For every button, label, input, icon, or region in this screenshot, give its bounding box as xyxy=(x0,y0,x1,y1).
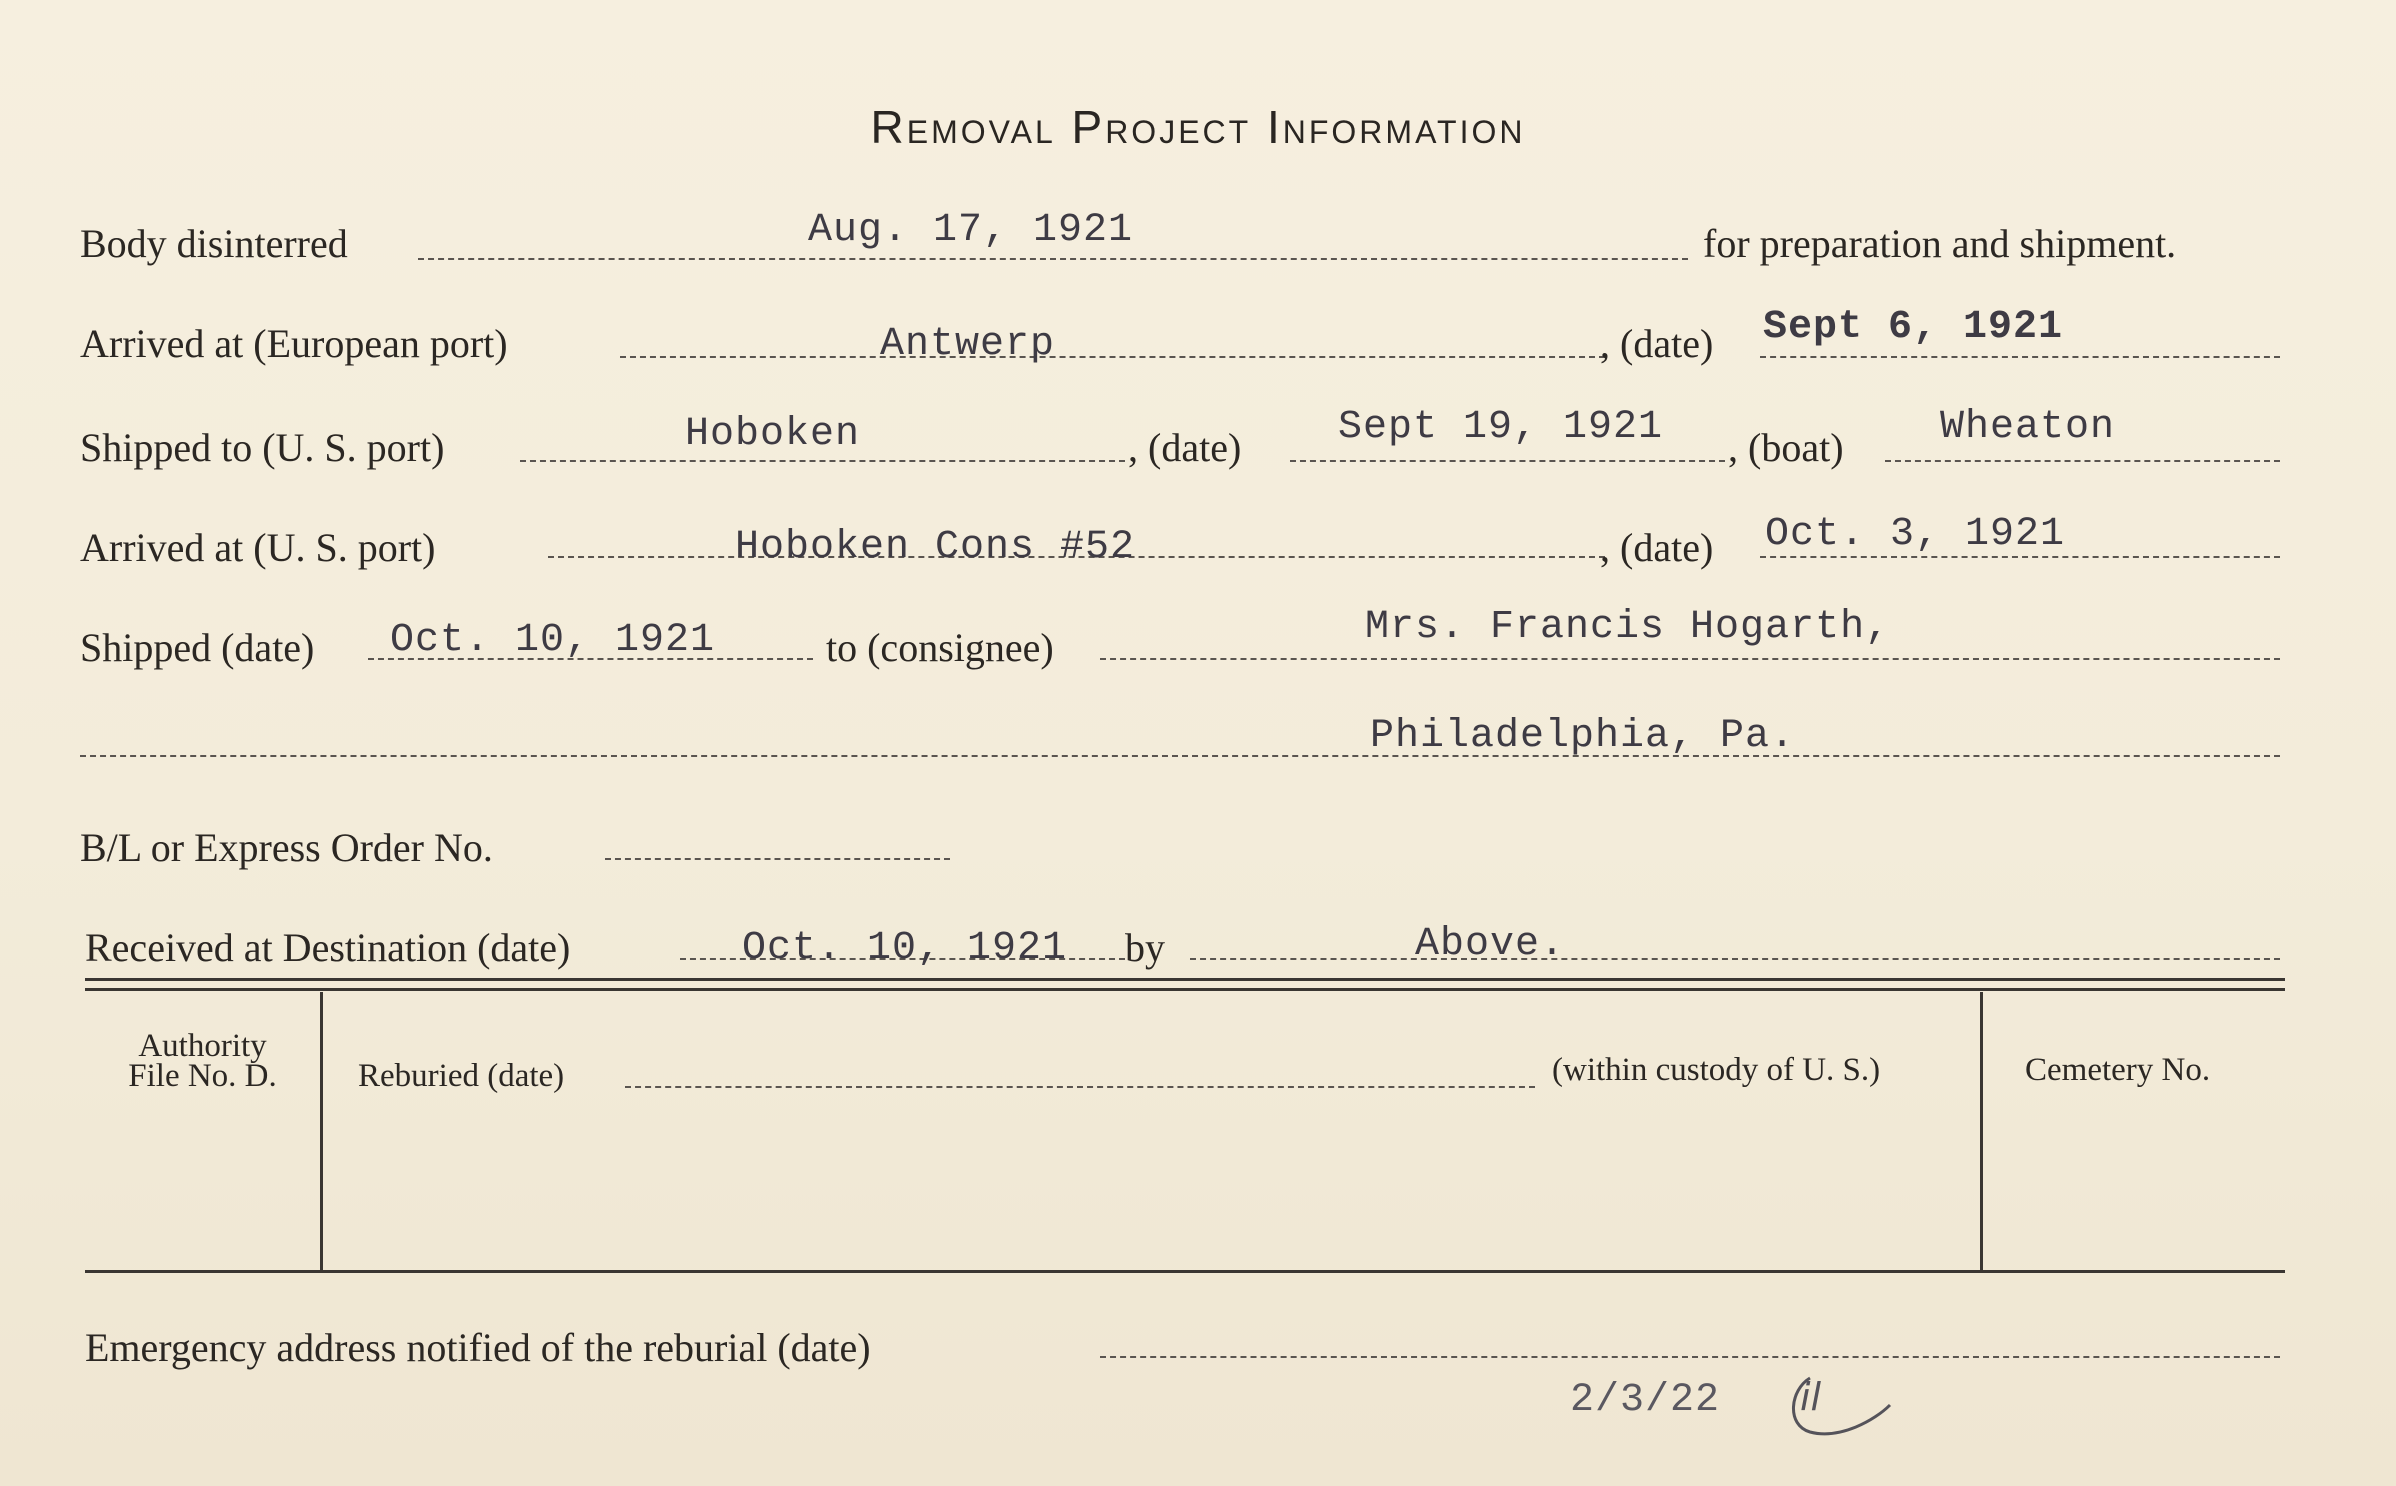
form-title: Removal Project Information xyxy=(870,101,1526,153)
reburied-label: Reburied (date) xyxy=(358,1058,565,1094)
footer-date-note: 2/3/22 xyxy=(1570,1378,1721,1423)
authority-label-1: Authority xyxy=(138,1028,267,1064)
initials-flourish xyxy=(1780,1370,1900,1450)
arrived-us-label: Arrived at (U. S. port) xyxy=(80,525,436,570)
emergency-line xyxy=(1100,1356,2280,1358)
shipped-label: Shipped (date) xyxy=(80,625,315,670)
reburied-line xyxy=(625,1086,1535,1088)
disinterred-suffix: for preparation and shipment. xyxy=(1703,221,2177,266)
arrived-us-date-label: , (date) xyxy=(1600,525,1714,570)
arrived-european-date-label: , (date) xyxy=(1600,321,1714,366)
arrived-european-date: Sept 6, 1921 xyxy=(1763,305,2064,350)
box-top-rule-2 xyxy=(85,988,2285,991)
received-date: Oct. 10, 1921 xyxy=(742,926,1068,971)
arrived-us-value: Hoboken Cons #52 xyxy=(735,525,1136,570)
initials-mark: il xyxy=(1800,1375,1822,1419)
received-by: Above. xyxy=(1415,922,1566,967)
box-bottom-rule xyxy=(85,1270,2285,1273)
received-by-label: by xyxy=(1125,925,1165,970)
consignee-name: Mrs. Francis Hogarth, xyxy=(1365,605,1891,650)
disinterred-line xyxy=(418,258,1688,260)
bl-order-label: B/L or Express Order No. xyxy=(80,825,493,870)
shipped-us-value: Hoboken xyxy=(685,412,861,457)
consignee-label: to (consignee) xyxy=(826,625,1054,670)
address-line xyxy=(80,755,2280,757)
disinterred-value: Aug. 17, 1921 xyxy=(808,208,1134,253)
box-top-rule-1 xyxy=(85,978,2285,981)
shipped-date: Oct. 10, 1921 xyxy=(390,618,716,663)
box-divider-left xyxy=(320,992,323,1270)
arrived-us-date: Oct. 3, 1921 xyxy=(1765,512,2066,557)
authority-label-2: File No. D. xyxy=(128,1058,277,1094)
arrived-european-date-line xyxy=(1760,356,2280,358)
box-divider-right xyxy=(1980,992,1983,1270)
shipped-us-boat: Wheaton xyxy=(1940,405,2116,450)
bl-order-line xyxy=(605,858,950,860)
arrived-european-value: Antwerp xyxy=(880,322,1056,367)
cemetery-label: Cemetery No. xyxy=(2025,1052,2211,1088)
arrived-european-line xyxy=(620,356,1605,358)
shipped-us-line xyxy=(520,460,1125,462)
arrived-european-label: Arrived at (European port) xyxy=(80,321,508,366)
shipped-us-boat-line xyxy=(1885,460,2280,462)
received-label: Received at Destination (date) xyxy=(85,925,571,970)
disinterred-label: Body disinterred xyxy=(80,221,348,266)
shipped-us-date-label: , (date) xyxy=(1128,425,1242,470)
shipped-us-label: Shipped to (U. S. port) xyxy=(80,425,445,470)
emergency-label: Emergency address notified of the reburial (date) xyxy=(85,1325,871,1370)
shipped-us-date-line xyxy=(1290,460,1725,462)
custody-label: (within custody of U. S.) xyxy=(1552,1052,1881,1088)
consignee-line xyxy=(1100,658,2280,660)
consignee-address: Philadelphia, Pa. xyxy=(1370,714,1796,759)
received-by-line xyxy=(1190,958,2280,960)
shipped-us-date: Sept 19, 1921 xyxy=(1338,405,1664,450)
shipped-us-boat-label: , (boat) xyxy=(1728,425,1844,470)
